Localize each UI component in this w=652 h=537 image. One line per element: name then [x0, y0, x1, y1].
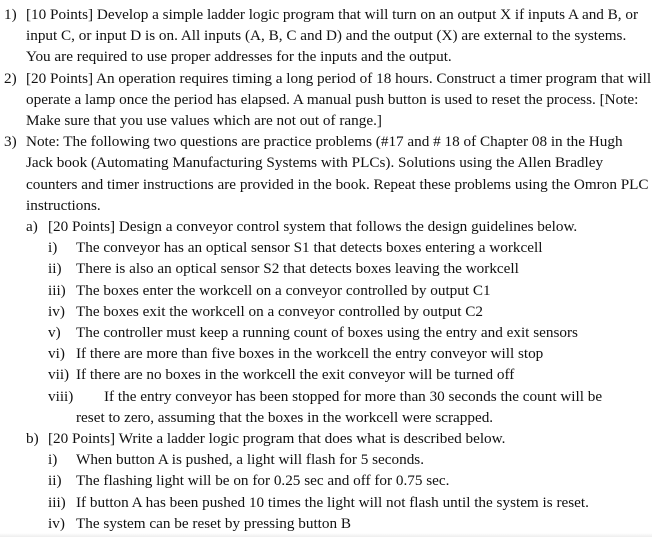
- part-a-item: [0, 237, 652, 258]
- question-marker: 1): [4, 6, 17, 23]
- item-text: The controller must keep a running count of boxes using the entry and exit sensors: [76, 324, 578, 342]
- item-marker: ii): [48, 472, 62, 490]
- part-text: [20 Points] Design a conveyor control system that follows the design guidelines below.: [48, 218, 578, 236]
- item-marker: v): [48, 324, 61, 342]
- part-b-item: [0, 513, 652, 534]
- item-marker: vii): [48, 366, 70, 384]
- part-b: [0, 428, 652, 449]
- part-a-item-continuation: [0, 407, 652, 428]
- item-text: The system can be reset by pressing button B: [76, 514, 352, 532]
- item-marker: iv): [48, 514, 65, 532]
- part-marker: b): [26, 430, 39, 448]
- part-a-item: [0, 322, 652, 343]
- question-1: [0, 4, 652, 68]
- problem-document: [0, 4, 652, 534]
- part-b-item: [0, 470, 652, 491]
- part-b-item: [0, 492, 652, 513]
- question-text: [10 Points] Develop a simple ladder logic program that will turn on an output X if inputs A and B, or input C, or input D is on. All inputs (A, B, C and D) and the output (X) are external to the systems. You are required to use proper addresses for the inputs and the output.: [26, 6, 639, 66]
- item-marker: ii): [48, 260, 62, 278]
- part-a-item: [0, 280, 652, 301]
- part-a-item: [0, 258, 652, 279]
- part-a-item: [0, 364, 652, 385]
- question-text: Note: The following two questions are practice problems (#17 and # 18 of Chapter 08 in the Hugh Jack book (Automating Manufacturing Systems with PLCs). Solutions using the Allen Bradley counters and timer instructions are provided in the book. Repeat these problems using the Omron PLC instructions.: [26, 133, 649, 214]
- question-2: [0, 68, 652, 132]
- item-text: When button A is pushed, a light will flash for 5 seconds.: [76, 451, 425, 469]
- item-marker: iii): [48, 281, 66, 299]
- part-text: [20 Points] Write a ladder logic program that does what is described below.: [48, 430, 506, 448]
- item-marker: i): [48, 239, 58, 257]
- question-marker: 2): [4, 69, 17, 87]
- item-continuation-text: reset to zero, assuming that the boxes in the workcell were scrapped.: [76, 408, 494, 426]
- item-marker: vi): [48, 345, 65, 363]
- item-text: The boxes exit the workcell on a conveyor controlled by output C2: [76, 302, 484, 320]
- item-text: There is also an optical sensor S2 that detects boxes leaving the workcell: [76, 260, 519, 278]
- item-text: The boxes enter the workcell on a conveyor controlled by output C1: [76, 281, 491, 299]
- question-3: [0, 131, 652, 216]
- item-text: The conveyor has an optical sensor S1 that detects boxes entering a workcell: [76, 239, 543, 257]
- part-b-item: [0, 449, 652, 470]
- item-marker: iv): [48, 302, 65, 320]
- item-text: If there are no boxes in the workcell the exit conveyor will be turned off: [76, 366, 515, 384]
- item-text: If button A has been pushed 10 times the light will not flash until the system is reset.: [76, 493, 589, 511]
- item-text: If there are more than five boxes in the workcell the entry conveyor will stop: [76, 345, 544, 363]
- item-marker: iii): [48, 493, 66, 511]
- part-a-item: [0, 386, 652, 407]
- item-text: If the entry conveyor has been stopped for more than 30 seconds the count will be: [104, 387, 603, 405]
- part-a-item: [0, 343, 652, 364]
- part-marker: a): [26, 218, 38, 236]
- question-marker: 3): [4, 133, 17, 151]
- item-marker: i): [48, 451, 58, 469]
- part-a-item: [0, 301, 652, 322]
- question-text: [20 Points] An operation requires timing a long period of 18 hours. Construct a timer program that will operate a lamp once the period has elapsed. A manual push button is used to reset the process. [Note: Make sure that you use values which are not out of range.]: [26, 69, 652, 130]
- item-text: The flashing light will be on for 0.25 sec and off for 0.75 sec.: [76, 472, 450, 490]
- item-marker: viii): [48, 387, 74, 405]
- page-bottom-edge: [0, 533, 652, 537]
- part-a: [0, 216, 652, 237]
